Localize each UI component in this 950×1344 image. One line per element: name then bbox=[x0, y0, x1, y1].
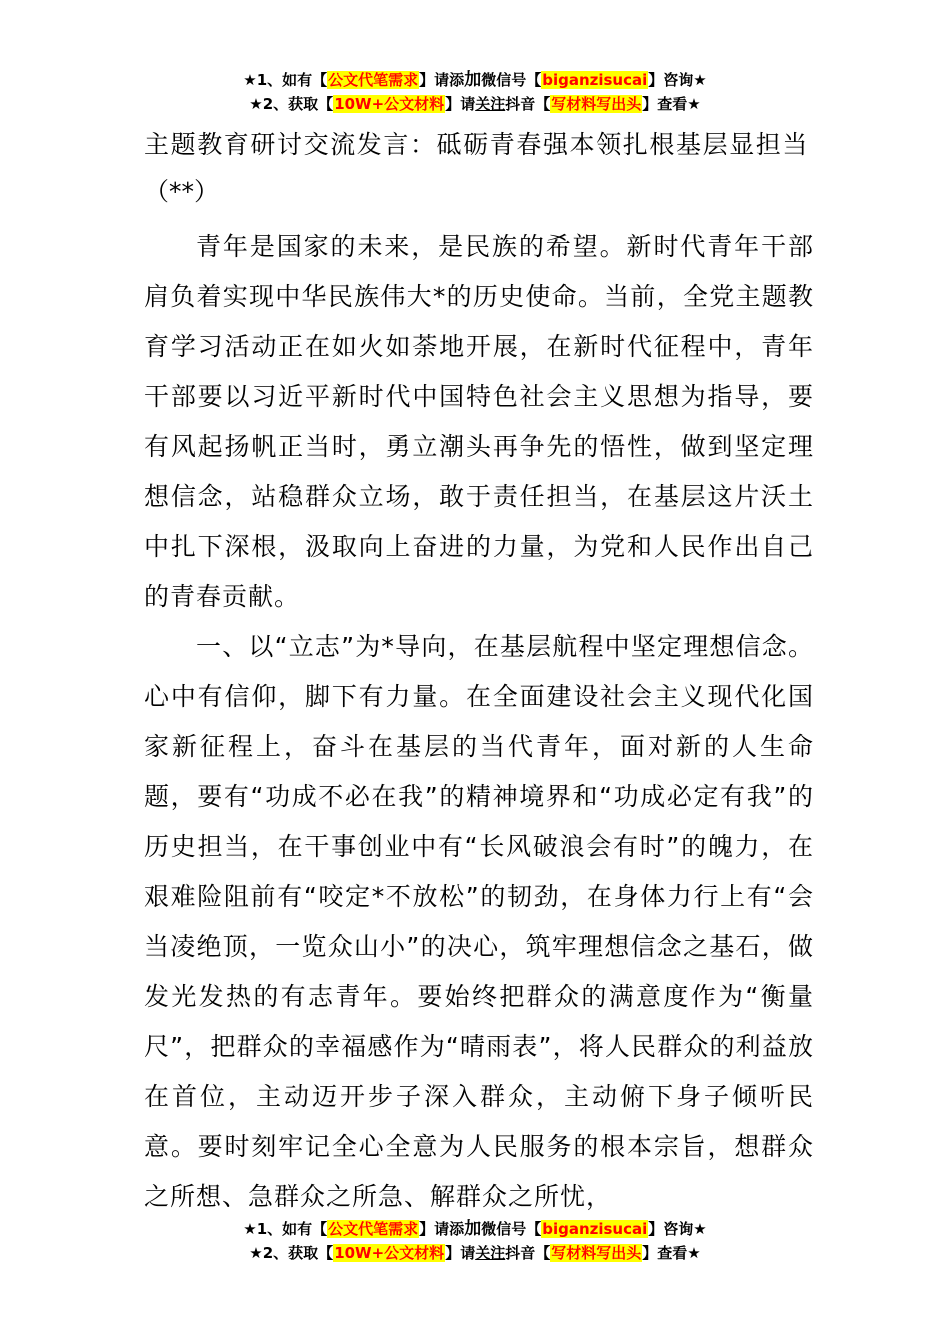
banner-text: 】查看★ bbox=[642, 95, 701, 113]
banner-text: 微信号【 bbox=[481, 71, 542, 89]
banner-line-1 bbox=[0, 1217, 950, 1241]
banner-highlight: biganzisucai bbox=[542, 71, 648, 89]
banner-highlight: 写材料写出头 bbox=[551, 1244, 642, 1262]
document-author: （**） bbox=[144, 177, 220, 206]
banner-text: 】请 bbox=[445, 1244, 476, 1262]
banner-text: 】请添 bbox=[419, 71, 465, 89]
banner-highlight: 公文代笔需求 bbox=[328, 71, 419, 89]
banner-highlight: biganzisucai bbox=[542, 1220, 648, 1238]
header-banner bbox=[0, 68, 950, 116]
banner-line-2 bbox=[0, 1241, 950, 1265]
banner-text: 抖音【 bbox=[505, 1244, 551, 1262]
banner-line-2 bbox=[0, 92, 950, 116]
banner-text: 加 bbox=[464, 70, 482, 90]
banner-text: ★2、获取【 bbox=[249, 95, 334, 113]
banner-text: 加 bbox=[464, 1219, 482, 1239]
banner-text: 】查看★ bbox=[642, 1244, 701, 1262]
body-paragraph: 青年是国家的未来，是民族的希望。新时代青年干部肩负着实现中华民族伟大*的历史使命。当前，全党主题教育学习活动正在如火如荼地开展，在新时代征程中，青年干部要以习近平新时代中国特色社会主义思想为指导，要有风起扬帆正当时，勇立潮头再争先的悟性，做到坚定理想信念，站稳群众立场，敢于责任担当，在基层这片沃土中扎下深根，汲取向上奋进的力量，为党和人民作出自己的青春贡献。 bbox=[144, 232, 814, 611]
banner-text: 关注 bbox=[475, 1244, 506, 1262]
banner-text: 】请 bbox=[445, 95, 476, 113]
banner-line-1 bbox=[0, 68, 950, 92]
document-title: 主题教育研讨交流发言：砥砺青春强本领扎根基层显担当 bbox=[144, 130, 810, 159]
banner-text: 】咨询★ bbox=[648, 1220, 707, 1238]
banner-text: 】请添 bbox=[419, 1220, 465, 1238]
banner-text: ★1、如有【 bbox=[243, 71, 328, 89]
banner-text: 】咨询★ bbox=[648, 71, 707, 89]
body-paragraph: 一、以“立志”为*导向，在基层航程中坚定理想信念。心中有信仰，脚下有力量。在全面建设社会主义现代化国家新征程上，奋斗在基层的当代青年，面对新的人生命题，要有“功成不必在我”的精神境界和“功成必定有我”的历史担当，在干事创业中有“长风破浪会有时”的魄力，在艰难险阻前有“咬定*不放松”的韧劲，在身体力行上有“会当凌绝顶，一览众山小”的决心，筑牢理想信念之基石，做发光发热的有志青年。要始终把群众的满意度作为“衡量尺”，把群众的幸福感作为“晴雨表”，将人民群众的利益放在首位，主动迈开步子深入群众，主动俯下身子倾听民意。要时刻牢记全心全意为人民服务的根本宗旨，想群众之所想、急群众之所急、解群众之所忧， bbox=[144, 632, 814, 1211]
banner-text: ★2、获取【 bbox=[249, 1244, 334, 1262]
banner-text: ★1、如有【 bbox=[243, 1220, 328, 1238]
footer-banner bbox=[0, 1217, 950, 1265]
banner-highlight: 10W+公文材料 bbox=[334, 95, 445, 113]
banner-highlight: 写材料写出头 bbox=[551, 95, 642, 113]
banner-text: 抖音【 bbox=[505, 95, 551, 113]
banner-text: 微信号【 bbox=[481, 1220, 542, 1238]
banner-highlight: 公文代笔需求 bbox=[328, 1220, 419, 1238]
banner-text: 关注 bbox=[475, 95, 506, 113]
banner-highlight: 10W+公文材料 bbox=[334, 1244, 445, 1262]
